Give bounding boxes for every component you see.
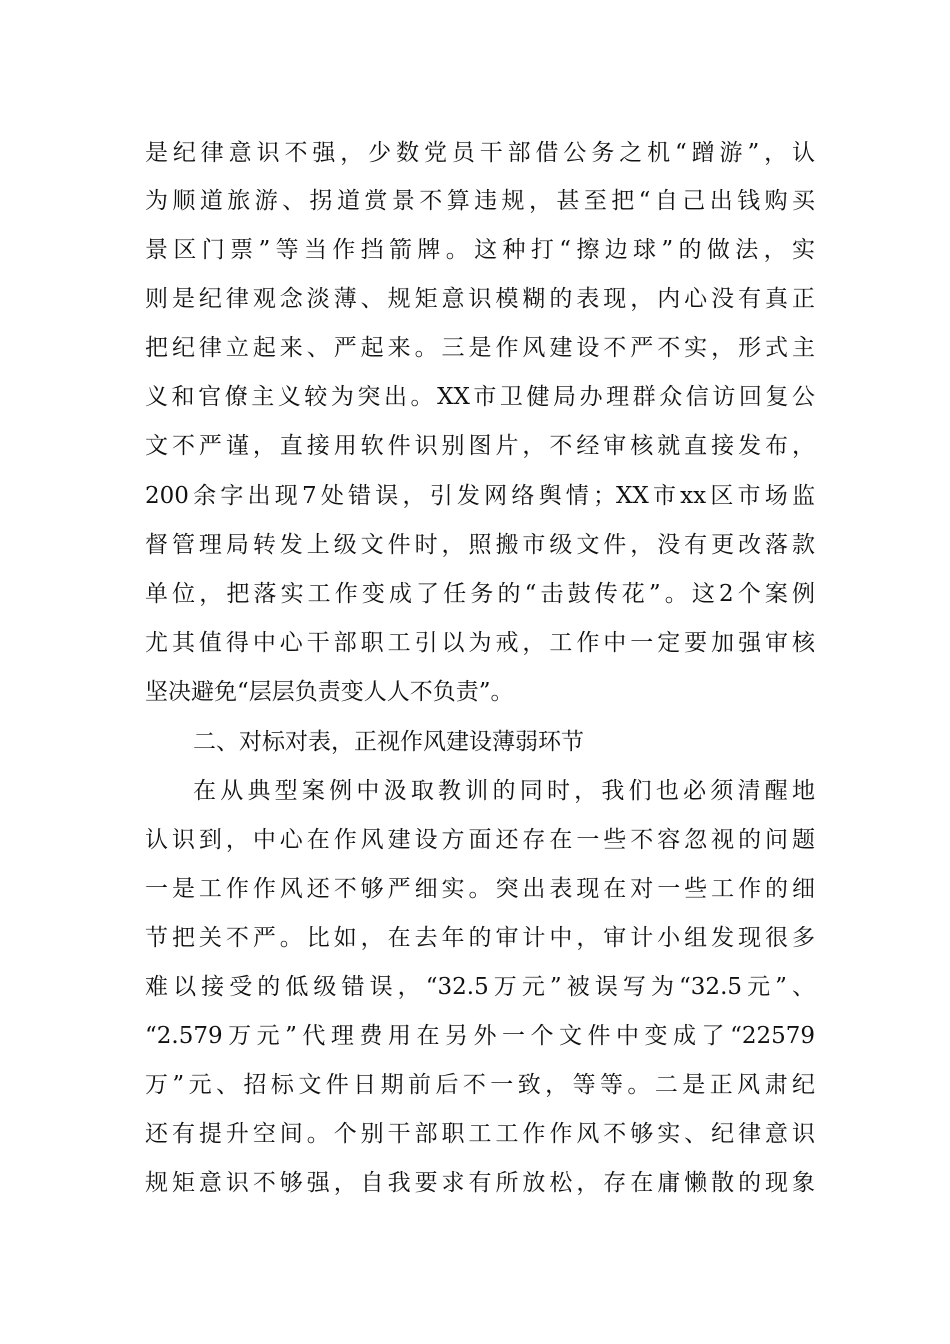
text-line: 一是工作作风还不够严细实。突出表现在对一些工作的细 bbox=[145, 876, 815, 902]
text-line: 尤其值得中心干部职工引以为戒，工作中一定要加强审核 bbox=[145, 630, 815, 656]
text-line: 还有提升空间。个别干部职工工作作风不够实、纪律意识 bbox=[145, 1121, 815, 1147]
text-line: “2.579万元”代理费用在另外一个文件中变成了“22579 bbox=[145, 1023, 815, 1049]
text-line: 是纪律意识不强，少数党员干部借公务之机“蹭游”，认 bbox=[145, 140, 815, 166]
text-line: 景区门票”等当作挡箭牌。这种打“擦边球”的做法，实 bbox=[145, 237, 815, 263]
text-line: 坚决避免“层层负责变人人不负责”。 bbox=[145, 679, 514, 705]
text-line: 督管理局转发上级文件时，照搬市级文件，没有更改落款 bbox=[145, 532, 815, 558]
text-line: 文不严谨，直接用软件识别图片，不经审核就直接发布， bbox=[145, 433, 815, 459]
text-line: 为顺道旅游、拐道赏景不算违规，甚至把“自己出钱购买 bbox=[145, 188, 815, 214]
text-line: 把纪律立起来、严起来。三是作风建设不严不实，形式主 bbox=[145, 335, 815, 361]
text-line: 在从典型案例中汲取教训的同时，我们也必须清醒地 bbox=[193, 778, 815, 804]
text-line: 节把关不严。比如，在去年的审计中，审计小组发现很多 bbox=[145, 925, 815, 951]
text-line: 义和官僚主义较为突出。XX市卫健局办理群众信访回复公 bbox=[145, 384, 815, 410]
text-line: 则是纪律观念淡薄、规矩意识模糊的表现，内心没有真正 bbox=[145, 286, 815, 312]
text-line: 认识到，中心在作风建设方面还存在一些不容忽视的问题 bbox=[145, 827, 815, 853]
section-heading: 二、对标对表，正视作风建设薄弱环节 bbox=[193, 729, 584, 755]
text-line: 200余字出现7处错误，引发网络舆情；XX市xx区市场监 bbox=[145, 483, 815, 509]
text-line: 万”元、招标文件日期前后不一致，等等。二是正风肃纪 bbox=[145, 1072, 815, 1098]
text-line: 规矩意识不够强，自我要求有所放松，存在庸懒散的现象 bbox=[145, 1170, 815, 1196]
text-line: 单位，把落实工作变成了任务的“击鼓传花”。这2个案例 bbox=[145, 581, 815, 607]
text-line: 难以接受的低级错误，“32.5万元”被误写为“32.5元”、 bbox=[145, 974, 815, 1000]
